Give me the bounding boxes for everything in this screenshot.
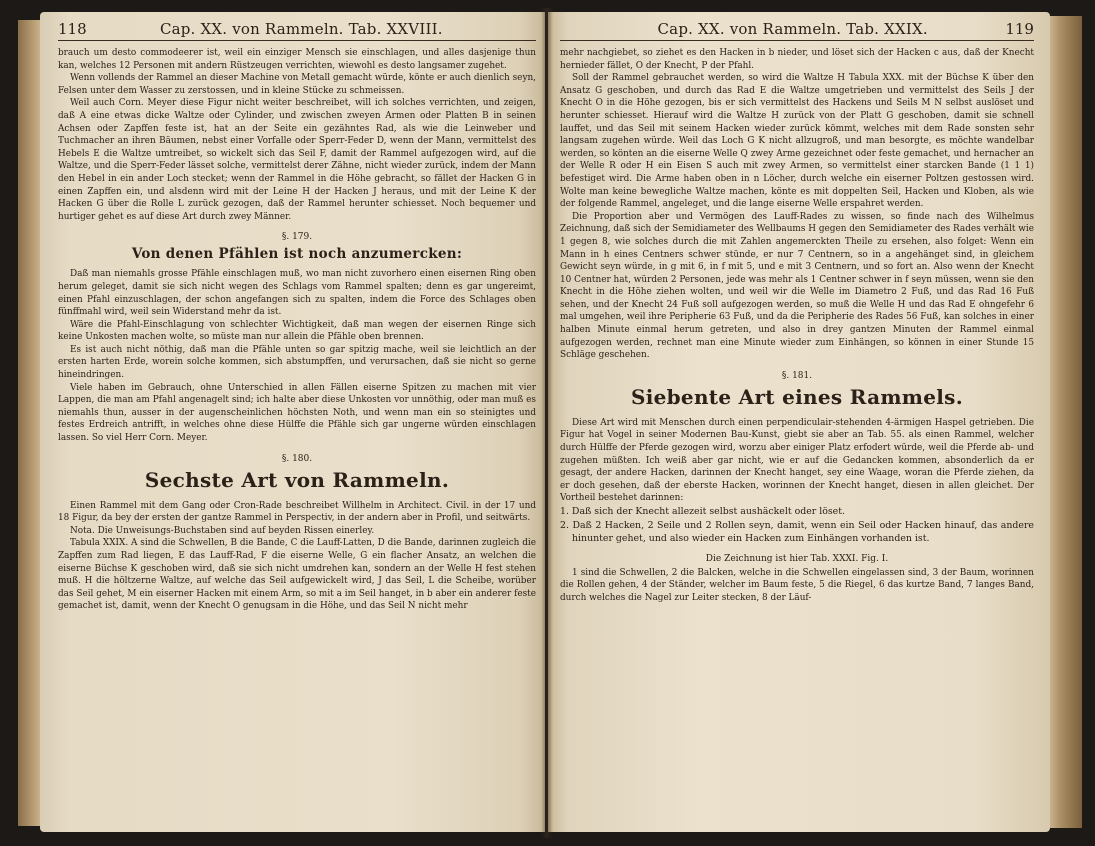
left-page [40, 12, 545, 832]
section-number-180: §. 180. [281, 453, 313, 464]
left-page-number: 118 [58, 20, 87, 38]
right-page-content [560, 20, 1034, 604]
section-title-181: Siebente Art eines Rammels. [630, 384, 964, 409]
book-edge-left [18, 20, 42, 826]
left-page-header [58, 20, 536, 41]
paragraph: brauch um desto commodeerer ist, weil ein einziger Mensch sie einschlagen, und alles dasjenige thun kan, welches 12 Personen mit andern Rüstzeugen verrichten, wiewohl es desto langsamer zugehet. [58, 48, 536, 71]
right-page-number: 119 [1005, 20, 1034, 38]
paragraph: Diese Art wird mit Menschen durch einen perpendiculair-stehenden 4-ärmigen Haspel getrieben. Die Figur hat Vogel in seiner Modernen Bau-Kunst, giebt sie aber an Tab. 55. als einen Rammel, welcher durch Hülffe der Pferde gezogen wird, worzu aber einiger Platz erfodert würde, weil die Pferde ab- und zugehen müßten. Ich weiß aber gar nicht, wie er auf die Gedancken kommen, absonderlich da er gesagt, der andere Hacken, darinnen der Knecht hanget, sey eine Waage, woran die Pferde ziehen, da er doch gesehen, daß der eberste Hacken, worinnen der Knecht hanget, diesen in allen gleichet. Der Vortheil bestehet darinnen: [560, 417, 1034, 504]
paragraph: Weil auch Corn. Meyer diese Figur nicht weiter beschreibet, will ich solches verrichten, und zeigen, daß A eine etwas dicke Waltze oder Cylinder, und zwischen zweyen Armen oder Platten B in seinen Achsen oder Zapffen feste ist, hat an der Seite ein gezähntes Rad, als wie die Leinweber und Tuchmacher an ihren Bäumen, nebst einer Vorfalle oder Sperr-Feder D, wenn der Mann, vermittelst des Hebels E die Waltze umtreibet, so wickelt sich das Seil F, damit der Rammel aufgezogen wird, auf die Waltze, und die Sperr-Feder lässet solche, vermittelst derer Zähne, nicht wieder zurück, indem der Mann den Hebel in ein ander Loch stecket; wenn der Rammel in die Höhe gebracht, so fället der Hacken G in einen Zapffen ein, und alsdenn wird mit der Leine H der Hacken J heraus, und mit der Leine K der Hacken G über die Rolle L zurück gezogen, daß der Rammel herunter schiesset. Noch bequemer und hurtiger gehet es auf diese Art durch zwey Männer. [58, 98, 536, 222]
drawing-reference: Die Zeichnung ist hier Tab. XXXI. Fig. I. [705, 553, 889, 564]
right-page-header [560, 20, 1034, 41]
paragraph: Nota. Die Unweisungs-Buchstaben sind auf beyden Rissen einerley. [70, 525, 375, 536]
paragraph: 1 sind die Schwellen, 2 die Balcken, welche in die Schwellen eingelassen sind, 3 der Baum, worinnen die Rollen gehen, 4 der Ständer, welcher im Baum feste, 5 die Riegel, 6 das kurtze Band, 7 langes Band, durch welches die Nagel zur Leiter stecken, 8 der Läuf- [560, 567, 1034, 603]
paragraph: Daß man niemahls grosse Pfähle einschlagen muß, wo man nicht zuvorhero einen eisernen Ring oben herum geleget, damit sie sich nicht wegen des Schlags vom Rammel spalten; denn es gar ungereimt, einen Pfahl einzuschlagen, der schon angefangen sich zu spalten, indem die Force des Schlages oben fünffmahl wird, weil sein Widerstand mehr da ist. [58, 269, 536, 318]
section-title-179: Von denen Pfählen ist noch anzumercken: [131, 246, 463, 263]
left-running-head: Cap. XX. von Rammeln. Tab. XXVIII. [159, 20, 443, 38]
list-item: 2. Daß 2 Hacken, 2 Seile und 2 Rollen seyn, damit, wenn ein Seil oder Hacken hinauf, das andere hinunter gehet, und also wieder ein Hacken zum Einhängen vorhanden ist. [560, 519, 1034, 544]
section-number-181: §. 181. [781, 370, 813, 381]
paragraph: Wäre die Pfahl-Einschlagung von schlechter Wichtigkeit, daß man wegen der eisernen Ringe sich keine Unkosten machen wolte, so müste man nur allein die Pfähle oben brennen. [58, 319, 536, 343]
book-edge-right [1048, 16, 1082, 828]
paragraph: Tabula XXIX. A sind die Schwellen, B die Bande, C die Lauff-Latten, D die Bande, darinnen zugleich die Zapffen zum Rad liegen, E das Lauff-Rad, F die eiserne Welle, G ein flacher Ansatz, an welchen die eiserne Büchse K geschoben wird, daß sie sich nicht umdrehen kan, sondern an der Welle H fest stehen muß. H die höltzerne Waltze, auf welche das Seil aufgewickelt wird, J das Seil, L die Scheibe, worüber das Seil gehet, M ein eiserner Hacken mit einem Arm, so mit a im Seil hanget, in b aber ein anderer feste gemachet ist, damit, wenn der Knecht O genugsam in die Höhe, und das Seil N nicht mehr [58, 538, 536, 612]
paragraph: Die Proportion aber und Vermögen des Lauff-Rades zu wissen, so finde nach des Wilhelmus Zeichnung, daß sich der Semidiameter des Wellbaums H gegen den Semidiameter des Rades verhält wie 1 gegen 8, wie solches durch die mit Zahlen angemerckten Theile zu ersehen, also folget: Wenn ein Mann in h eines Centners schwer stünde, er nur 7 Centnern, so in a angehänget sind, in gleichem Gewicht seyn würde, in g mit 6, in f mit 5, und e mit 3 Centnern, und so fort an. Also wenn der Knecht 10 Centner hat, würden 2 Personen, jede was mehr als 1 Centner schwer in f seyn müssen, wenn sie den Knecht in die Höhe ziehen wolten, und weil wir die Welle im Diametro 2 Fuß, und das Rad 16 Fuß sehen, und der Knecht 24 Fuß soll aufgezogen werden, so muß die Welle H und das Rad E ohngefehr 6 mal umgehen, weil ihre Peripherie 63 Fuß, und da die Peripherie des Rades 56 Fuß, kan solches in einer halben Minute einmal herum getreten, und also in drey gantzen Minuten der Rammel einmal aufgezogen werden, rechnet man eine Minute wieder zum Einhängen, so können in einer Stunde 15 Schläge geschehen. [560, 211, 1034, 361]
left-page-content [58, 20, 536, 613]
section-title-180: Sechste Art von Rammeln. [144, 467, 450, 492]
paragraph: Soll der Rammel gebrauchet werden, so wird die Waltze H Tabula XXX. mit der Büchse K über den Ansatz G geschoben, und durch das Rad E die Waltze umgetrieben und vermittelst des Seils J der Knecht O in die Höhe gezogen, bis er sich vermittelst des Hackens und Seils M N selbst auslöset und herunter schiesset. Hierauf wird die Waltze H zurück von der Platt G geschoben, damit sie schnell lauffet, und das Seil mit seinem Hacken wieder zurück kömmt, welches mit dem Rade sonsten sehr langsam zugehen würde. Weil das Loch G K nicht allzugroß, und man besorgte, es möchte wandelbar werden, so könten an die eiserne Welle Q zwey Arme gezeichnet oder feste gemachet, und hernacher an der Welle R oder H ein Eisen S auch mit zwey Armen, so vermittelst einer starcken Bande (1 1 1) befestiget wird. Die Arme haben oben in n Löcher, durch welche ein eiserner Poltzen gestossen wird. Wolte man keine bewegliche Waltze machen, könte es mit doppelten Seil, Hacken und Kloben, als wie der folgende Rammel, angeleget, und die lange eiserne Welle erspahret werden. [560, 73, 1034, 210]
paragraph: Es ist auch nicht nöthig, daß man die Pfähle unten so gar spitzig mache, weil sie leichtlich an der ersten harten Erde, worein solche kommen, sich abstumpffen, und verursachen, daß sie nicht so gerne hineindringen. [58, 344, 536, 381]
section-number-179: §. 179. [281, 232, 313, 243]
paragraph: Einen Rammel mit dem Gang oder Cron-Rade beschreibet Willhelm in Architect. Civil. in der 17 und 18 Figur, da bey der ersten der gantze Rammel in Perspectiv, in der andern aber in Profil, und seitwärts. [58, 500, 536, 524]
paragraph: Viele haben im Gebrauch, ohne Unterschied in allen Fällen eiserne Spitzen zu machen mit vier Lappen, die man am Pfahl angenagelt sind; ich halte aber diese Unkosten vor unnöthig, oder man muß es niemahls thun, ausser in der augenscheinlichen höchsten Noth, und wenn man ein so steinigtes und festes Erdreich antrifft, in welches ohne diese Hülffe die Pfähle sich gar ungerne würden einschlagen lassen. So viel Herr Corn. Meyer. [58, 382, 536, 444]
book-gutter [541, 8, 553, 838]
right-page [548, 12, 1050, 832]
right-running-head: Cap. XX. von Rammeln. Tab. XXIX. [657, 20, 928, 38]
list-item: 1. Daß sich der Knecht allezeit selbst aushäckelt oder löset. [560, 506, 845, 517]
paragraph: mehr nachgiebet, so ziehet es den Hacken in b nieder, und löset sich der Hacken c aus, daß der Knecht hernieder fället, O der Knecht, P der Pfahl. [560, 48, 1034, 71]
paragraph: Wenn vollends der Rammel an dieser Machine von Metall gemacht würde, könte er auch dienlich seyn, Felsen unter dem Wasser zu zerstossen, und in kleine Stücke zu schmeissen. [58, 73, 536, 96]
